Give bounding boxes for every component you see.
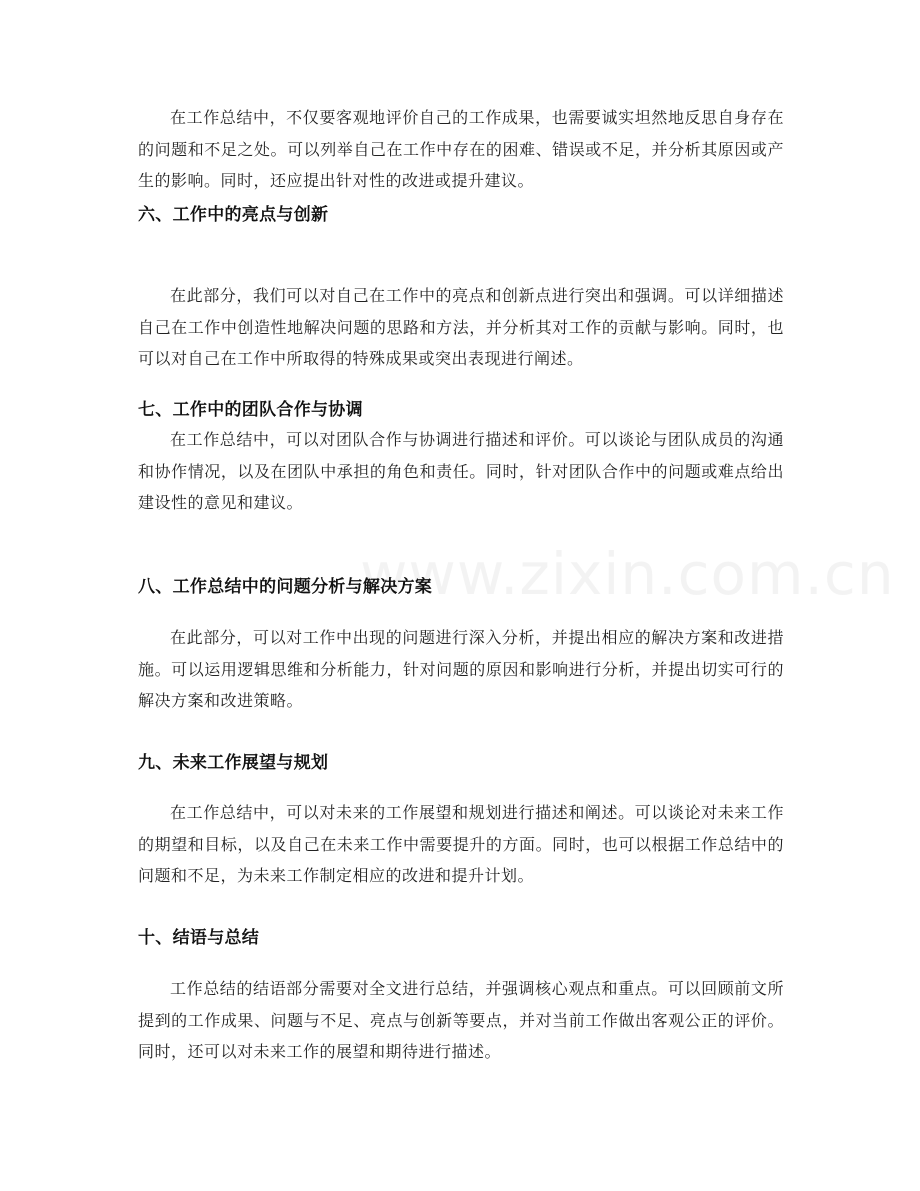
section-7-paragraph: 在工作总结中，可以对团队合作与协调进行描述和评价。可以谈论与团队成员的沟通和协作情况，以及在团队中承担的角色和责任。同时，针对团队合作中的问题或难点给出建设性的意见和建议。	[138, 430, 784, 512]
section-8-heading: 八、工作总结中的问题分析与解决方案	[138, 577, 433, 597]
watermark: www.zixin.com.cn	[360, 540, 895, 608]
section-9-paragraph: 在工作总结中，可以对未来的工作展望和规划进行描述和阐述。可以谈论对未来工作的期望和目标，以及自己在未来工作中需要提升的方面。同时，也可以根据工作总结中的问题和不足，为未来工作制定相应的改进和提升计划。	[138, 803, 784, 885]
section-6-paragraph: 在此部分，我们可以对自己在工作中的亮点和创新点进行突出和强调。可以详细描述自己在工作中创造性地解决问题的思路和方法，并分析其对工作的贡献与影响。同时，也可以对自己在工作中所取得的特殊成果或突出表现进行阐述。	[138, 286, 784, 368]
section-9-heading: 九、未来工作展望与规划	[138, 753, 329, 773]
section-10-heading: 十、结语与总结	[138, 928, 260, 948]
section-6-heading: 六、工作中的亮点与创新	[138, 205, 329, 225]
intro-paragraph: 在工作总结中，不仅要客观地评价自己的工作成果，也需要诚实坦然地反思自身存在的问题和不足之处。可以列举自己在工作中存在的困难、错误或不足，并分析其原因或产生的影响。同时，还应提出针对性的改进或提升建议。	[138, 108, 784, 190]
section-10-paragraph: 工作总结的结语部分需要对全文进行总结，并强调核心观点和重点。可以回顾前文所提到的工作成果、问题与不足、亮点与创新等要点，并对当前工作做出客观公正的评价。同时，还可以对未来工作的展望和期待进行描述。	[138, 979, 784, 1061]
section-7-heading: 七、工作中的团队合作与协调	[138, 400, 363, 420]
section-8-paragraph: 在此部分，可以对工作中出现的问题进行深入分析，并提出相应的解决方案和改进措施。可以运用逻辑思维和分析能力，针对问题的原因和影响进行分析，并提出切实可行的解决方案和改进策略。	[138, 628, 784, 710]
